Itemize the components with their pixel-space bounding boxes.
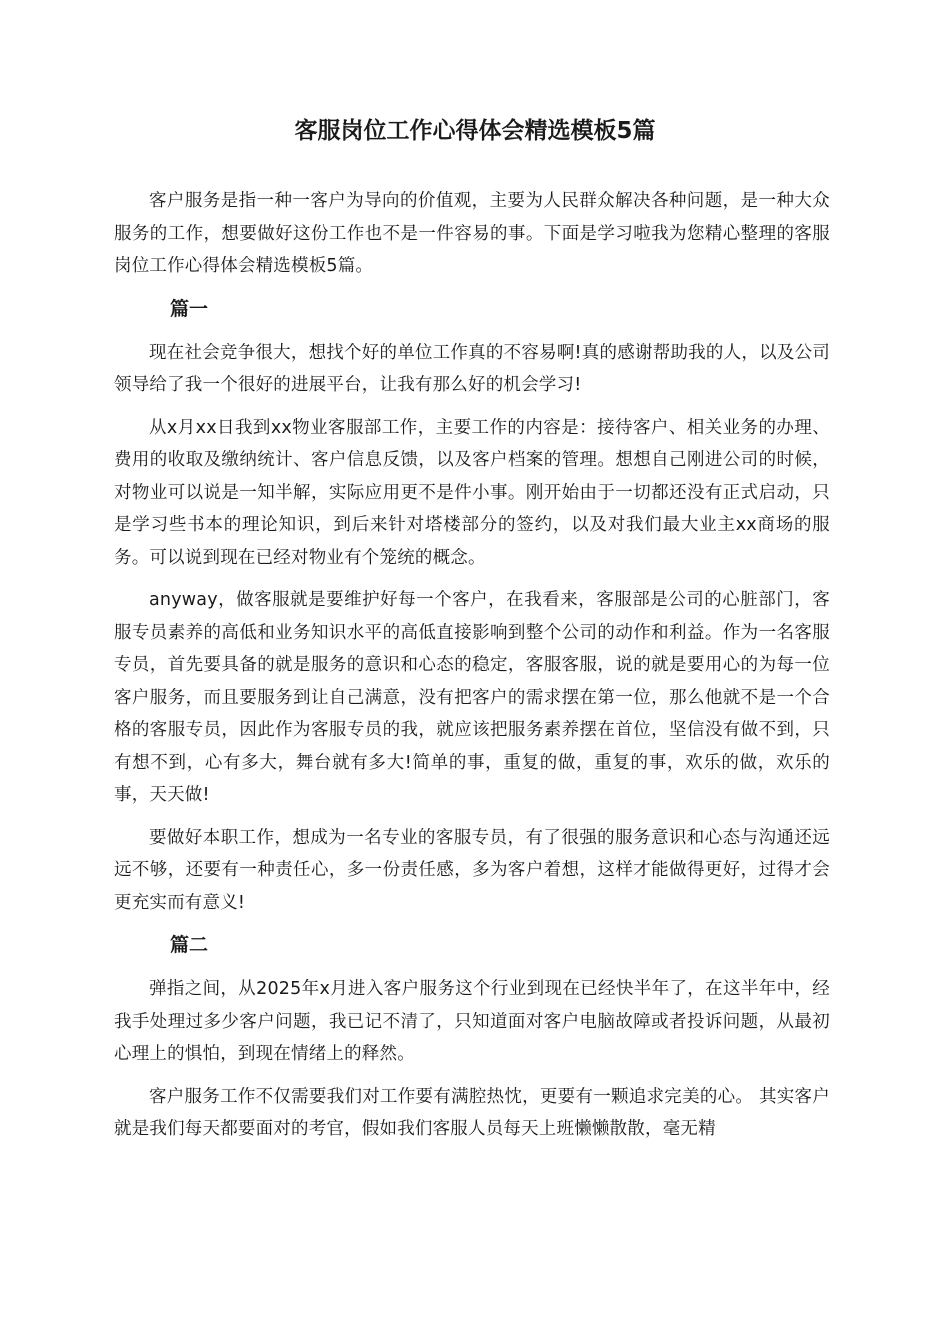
document-title: 客服岗位工作心得体会精选模板5篇 [294,118,656,144]
body-paragraph: 从x月xx日我到xx物业客服部工作，主要工作的内容是：接待客户、相关业务的办理、费用的收取及缴纳统计、客户信息反馈，以及客户档案的管理。想想自己刚进公司的时候，对物业可以说是一知半解，实际应用更不是件小事。刚开始由于一切都还没有正式启动，只是学习些书本的理论知识，到后来针对塔楼部分的签约，以及对我们最大业主xx商场的服务。可以说到现在已经对物业有个笼统的概念。 [114,417,830,568]
section-1 [114,293,830,920]
body-paragraph: 客户服务工作不仅需要我们对工作要有满腔热忱，更要有一颗追求完美的心。 其实客户就是我们每天都要面对的考官，假如我们客服人员每天上班懒懒散散，毫无精 [114,1086,830,1139]
section-heading: 篇一 [170,297,209,320]
body-paragraph: 要做好本职工作，想成为一名专业的客服专员，有了很强的服务意识和心态与沟通还远远不够，还要有一种责任心，多一份责任感，多为客户着想，这样才能做得更好，过得才会更充实而有意义! [114,827,830,913]
body-paragraph: 现在社会竞争很大，想找个好的单位工作真的不容易啊!真的感谢帮助我的人，以及公司领导给了我一个很好的进展平台，让我有那么好的机会学习! [114,342,830,395]
body-paragraph: anyway，做客服就是要维护好每一个客户，在我看来，客服部是公司的心脏部门，客服专员素养的高低和业务知识水平的高低直接影响到整个公司的动作和利益。作为一名客服专员，首先要具备的就是服务的意识和心态的稳定，客服客服，说的就是要用心的为每一位客户服务，而且要服务到让自己满意，没有把客户的需求摆在第一位，那么他就不是一个合格的客服专员，因此作为客服专员的我，就应该把服务素养摆在首位，坚信没有做不到，只有想不到，心有多大，舞台就有多大!简单的事，重复的做，重复的事，欢乐的做，欢乐的事，天天做! [114,590,830,805]
document-body [114,185,830,1156]
section-2 [114,929,830,1146]
body-paragraph: 弹指之间，从2025年x月进入客户服务这个行业到现在已经快半年了，在这半年中，经我手处理过多少客户问题，我已记不清了，只知道面对客户电脑故障或者投诉问题，从最初心理上的惧怕，到现在情绪上的释然。 [114,979,830,1064]
section-heading: 篇二 [170,934,209,956]
intro-paragraph: 客户服务是指一种一客户为导向的价值观，主要为人民群众解决各种问题，是一种大众服务的工作，想要做好这份工作也不是一件容易的事。下面是学习啦我为您精心整理的客服岗位工作心得体会精选模板5篇。 [114,191,830,276]
